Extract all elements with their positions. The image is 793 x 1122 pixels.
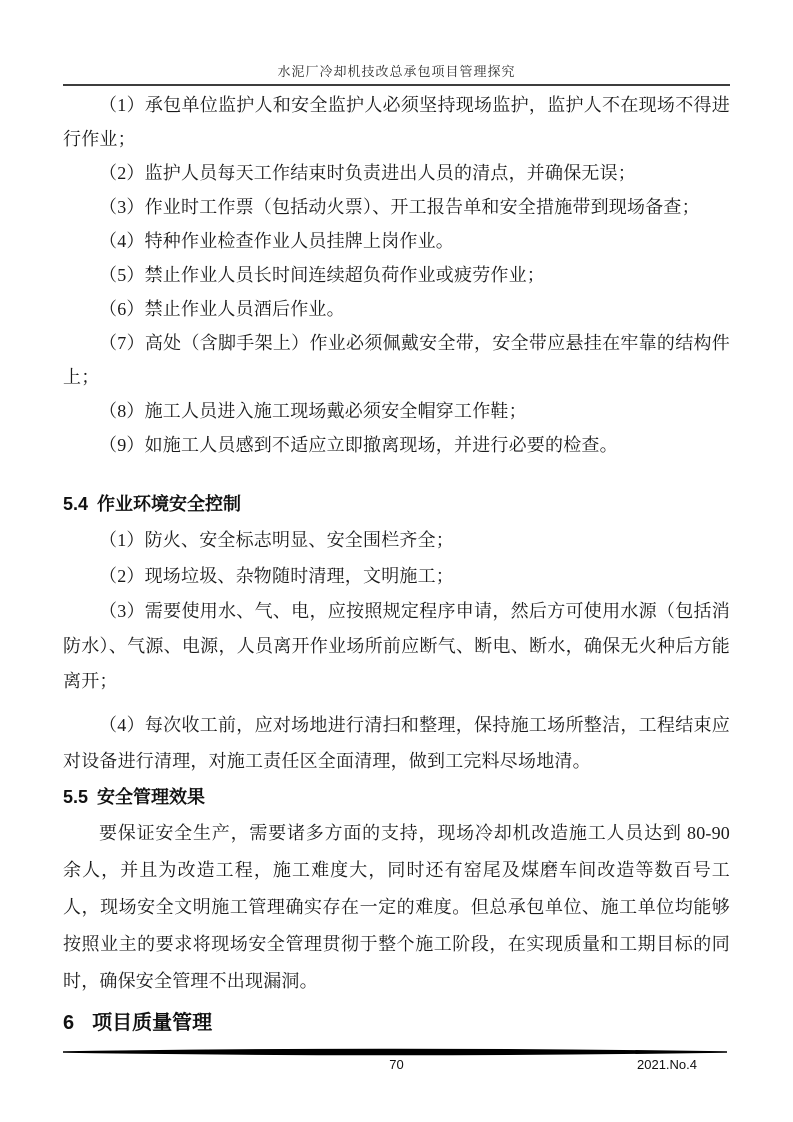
- paragraph-safety-item-1: （1）承包单位监护人和安全监护人必须坚持现场监护，监护人不在现场不得进行作业；: [63, 95, 730, 149]
- paragraph-env-item-4: （4）每次收工前，应对场地进行清扫和整理，保持施工场所整洁，工程结束应对设备进行清理，对施工责任区全面清理，做到工完料尽场地清。: [63, 715, 730, 771]
- paragraph-safety-item-3: （3）作业时工作票（包括动火票）、开工报告单和安全措施带到现场备查；: [99, 197, 700, 217]
- paragraph-env-item-3: （3）需要使用水、气、电，应按照规定程序申请，然后方可使用水源（包括消防水）、气源、电源，人员离开作业场所前应断气、断电、断水，确保无火种后方能离开；: [63, 601, 730, 691]
- paragraph-safety-item-5: （5）禁止作业人员长时间连续超负荷作业或疲劳作业；: [99, 265, 545, 285]
- paragraph-safety-item-9: （9）如施工人员感到不适应立即撤离现场，并进行必要的检查。: [99, 435, 618, 455]
- paragraph-safety-item-6: （6）禁止作业人员酒后作业。: [99, 299, 345, 319]
- section-heading-5-4: [63, 486, 730, 522]
- section-number: 5.5: [63, 787, 89, 807]
- chapter-number: 6: [63, 1012, 75, 1034]
- document-body: [63, 88, 730, 1038]
- section-number: 5.4: [63, 494, 89, 514]
- page-number: 70: [389, 1057, 404, 1072]
- section-title: 作业环境安全控制: [97, 494, 242, 514]
- paragraph-safety-item-4: （4）特种作业检查作业人员挂牌上岗作业。: [99, 231, 454, 251]
- section-title: 安全管理效果: [97, 787, 206, 807]
- footer-rule: [63, 1048, 727, 1056]
- issue-number: 2021.No.4: [637, 1057, 697, 1072]
- paragraph-env-item-2: （2）现场垃圾、杂物随时清理，文明施工；: [99, 566, 454, 586]
- section-heading-5-5: [63, 779, 730, 815]
- paragraph-safety-effect: 要保证安全生产，需要诸多方面的支持，现场冷却机改造施工人员达到 80-90 余人，并且为改造工程，施工难度大，同时还有窑尾及煤磨车间改造等数百号工人，现场安全文明施工管理确实存在一定的难度。但总承包单位、施工单位均能够按照业主的要求将现场安全管理贯彻于整个施工阶段，在实现质量和工期目标的同时，确保安全管理不出现漏洞。: [63, 823, 730, 991]
- chapter-heading-6: [63, 1008, 730, 1038]
- header-rule: [63, 84, 730, 86]
- paragraph-safety-item-7: （7）高处（含脚手架上）作业必须佩戴安全带，安全带应悬挂在牢靠的结构件上；: [63, 333, 730, 387]
- running-head-title: 水泥厂冷却机技改总承包项目管理探究: [277, 64, 516, 79]
- paragraph-env-item-1: （1）防火、安全标志明显、安全围栏齐全；: [99, 530, 454, 550]
- page-header: [63, 0, 730, 86]
- chapter-title: 项目质量管理: [92, 1012, 213, 1034]
- paragraph-safety-item-8: （8）施工人员进入施工现场戴必须安全帽穿工作鞋；: [99, 401, 527, 421]
- paragraph-safety-item-2: （2）监护人员每天工作结束时负责进出人员的清点，并确保无误；: [99, 163, 636, 183]
